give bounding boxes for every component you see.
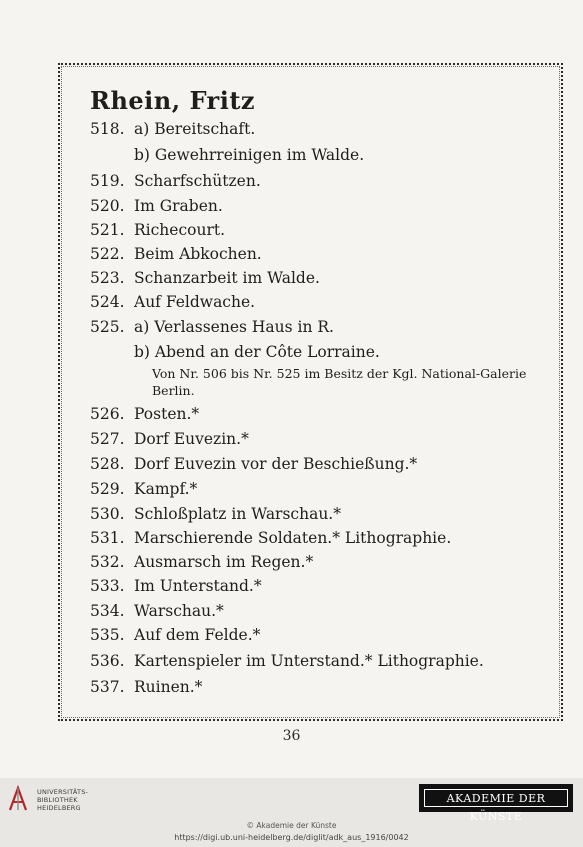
catalogue-entry bbox=[90, 403, 199, 425]
entry-number: 523. bbox=[90, 269, 125, 287]
catalogue-entry bbox=[90, 195, 223, 217]
entry-title: b) Abend an der Côte Lorraine. bbox=[134, 343, 380, 361]
library-line-1: UNIVERSITÄTS- bbox=[37, 788, 89, 796]
entry-title: Auf Feldwache. bbox=[134, 293, 256, 311]
entry-number: 530. bbox=[90, 505, 125, 523]
permalink[interactable]: https://digi.ub.uni-heidelberg.de/diglit/adk_aus_1916/0042 bbox=[174, 833, 409, 842]
entry-number: 518. bbox=[90, 120, 125, 138]
entry-title: Kampf.* bbox=[134, 480, 198, 498]
entry-number: 536. bbox=[90, 652, 125, 670]
entry-number: 534. bbox=[90, 602, 125, 620]
catalogue-entry bbox=[90, 316, 334, 338]
library-name bbox=[37, 788, 88, 812]
entry-title: b) Gewehrreinigen im Walde. bbox=[134, 146, 365, 164]
catalogue-entry bbox=[90, 219, 225, 241]
entry-title: Warschau.* bbox=[134, 602, 224, 620]
entry-title: Posten.* bbox=[134, 405, 200, 423]
copyright-notice: © Akademie der Künste bbox=[246, 821, 337, 830]
entry-title: a) Verlassenes Haus in R. bbox=[134, 318, 334, 336]
entry-number: 522. bbox=[90, 245, 125, 263]
entry-title: Schanzarbeit im Walde. bbox=[134, 269, 320, 287]
entry-number: 526. bbox=[90, 405, 125, 423]
entry-title: Dorf Euvezin.* bbox=[134, 430, 249, 448]
catalogue-entry bbox=[90, 527, 451, 549]
entry-title: Richecourt. bbox=[134, 221, 226, 239]
catalogue-entry bbox=[90, 243, 262, 265]
entry-title: Schloßplatz in Warschau.* bbox=[134, 505, 341, 523]
entry-title: Dorf Euvezin vor der Beschießung.* bbox=[134, 455, 418, 473]
entry-title: Im Unterstand.* bbox=[134, 577, 262, 595]
entry-number: 532. bbox=[90, 553, 125, 571]
entry-title: Scharfschützen. bbox=[134, 172, 261, 190]
entry-number: 528. bbox=[90, 455, 125, 473]
entry-number: 521. bbox=[90, 221, 125, 239]
catalogue-entry bbox=[90, 676, 202, 698]
catalogue-entry bbox=[90, 478, 197, 500]
entry-number: 524. bbox=[90, 293, 125, 311]
catalogue-entry bbox=[90, 575, 262, 597]
entry-title: Im Graben. bbox=[134, 197, 223, 215]
catalogue-entry bbox=[90, 650, 484, 672]
page-number: 36 bbox=[282, 728, 301, 744]
entry-title: Kartenspieler im Unterstand.* Lithographie. bbox=[134, 652, 484, 670]
entry-number: 537. bbox=[90, 678, 125, 696]
university-library-logo[interactable] bbox=[8, 784, 88, 816]
academy-logo-button[interactable] bbox=[419, 784, 573, 823]
entry-title: Marschierende Soldaten.* Lithographie. bbox=[134, 529, 452, 547]
library-emblem-icon bbox=[8, 784, 30, 814]
collection-note: Von Nr. 506 bis Nr. 525 im Besitz der Kgl. National-Galerie Berlin. bbox=[152, 366, 527, 398]
entry-number: 525. bbox=[90, 318, 125, 336]
entry-number: 529. bbox=[90, 480, 125, 498]
artist-heading: Rhein, Fritz bbox=[90, 86, 256, 115]
catalogue-entry bbox=[90, 118, 255, 140]
catalogue-entry bbox=[90, 503, 341, 525]
catalogue-entry bbox=[134, 144, 364, 166]
entry-number: 533. bbox=[90, 577, 125, 595]
catalogue-entry bbox=[90, 624, 260, 646]
entry-title: Ruinen.* bbox=[134, 678, 203, 696]
catalogue-entry bbox=[90, 170, 261, 192]
catalogue-entry bbox=[90, 428, 249, 450]
entry-title: a) Bereitschaft. bbox=[134, 120, 256, 138]
catalogue-entry bbox=[90, 600, 224, 622]
entry-number: 535. bbox=[90, 626, 125, 644]
entry-number: 527. bbox=[90, 430, 125, 448]
catalogue-entry bbox=[90, 267, 320, 289]
academy-label: AKADEMIE DER KÜNSTE bbox=[424, 789, 568, 807]
catalogue-entry bbox=[90, 453, 417, 475]
catalogue-entry bbox=[134, 341, 380, 363]
catalogue-entry bbox=[90, 291, 255, 313]
entry-title: Ausmarsch im Regen.* bbox=[134, 553, 314, 571]
entry-number: 519. bbox=[90, 172, 125, 190]
entry-number: 520. bbox=[90, 197, 125, 215]
entry-number: 531. bbox=[90, 529, 125, 547]
entry-title: Beim Abkochen. bbox=[134, 245, 262, 263]
library-line-2: BIBLIOTHEK bbox=[37, 796, 78, 804]
library-line-3: HEIDELBERG bbox=[37, 804, 81, 812]
catalogue-entry bbox=[90, 551, 313, 573]
entry-title: Auf dem Felde.* bbox=[134, 626, 261, 644]
